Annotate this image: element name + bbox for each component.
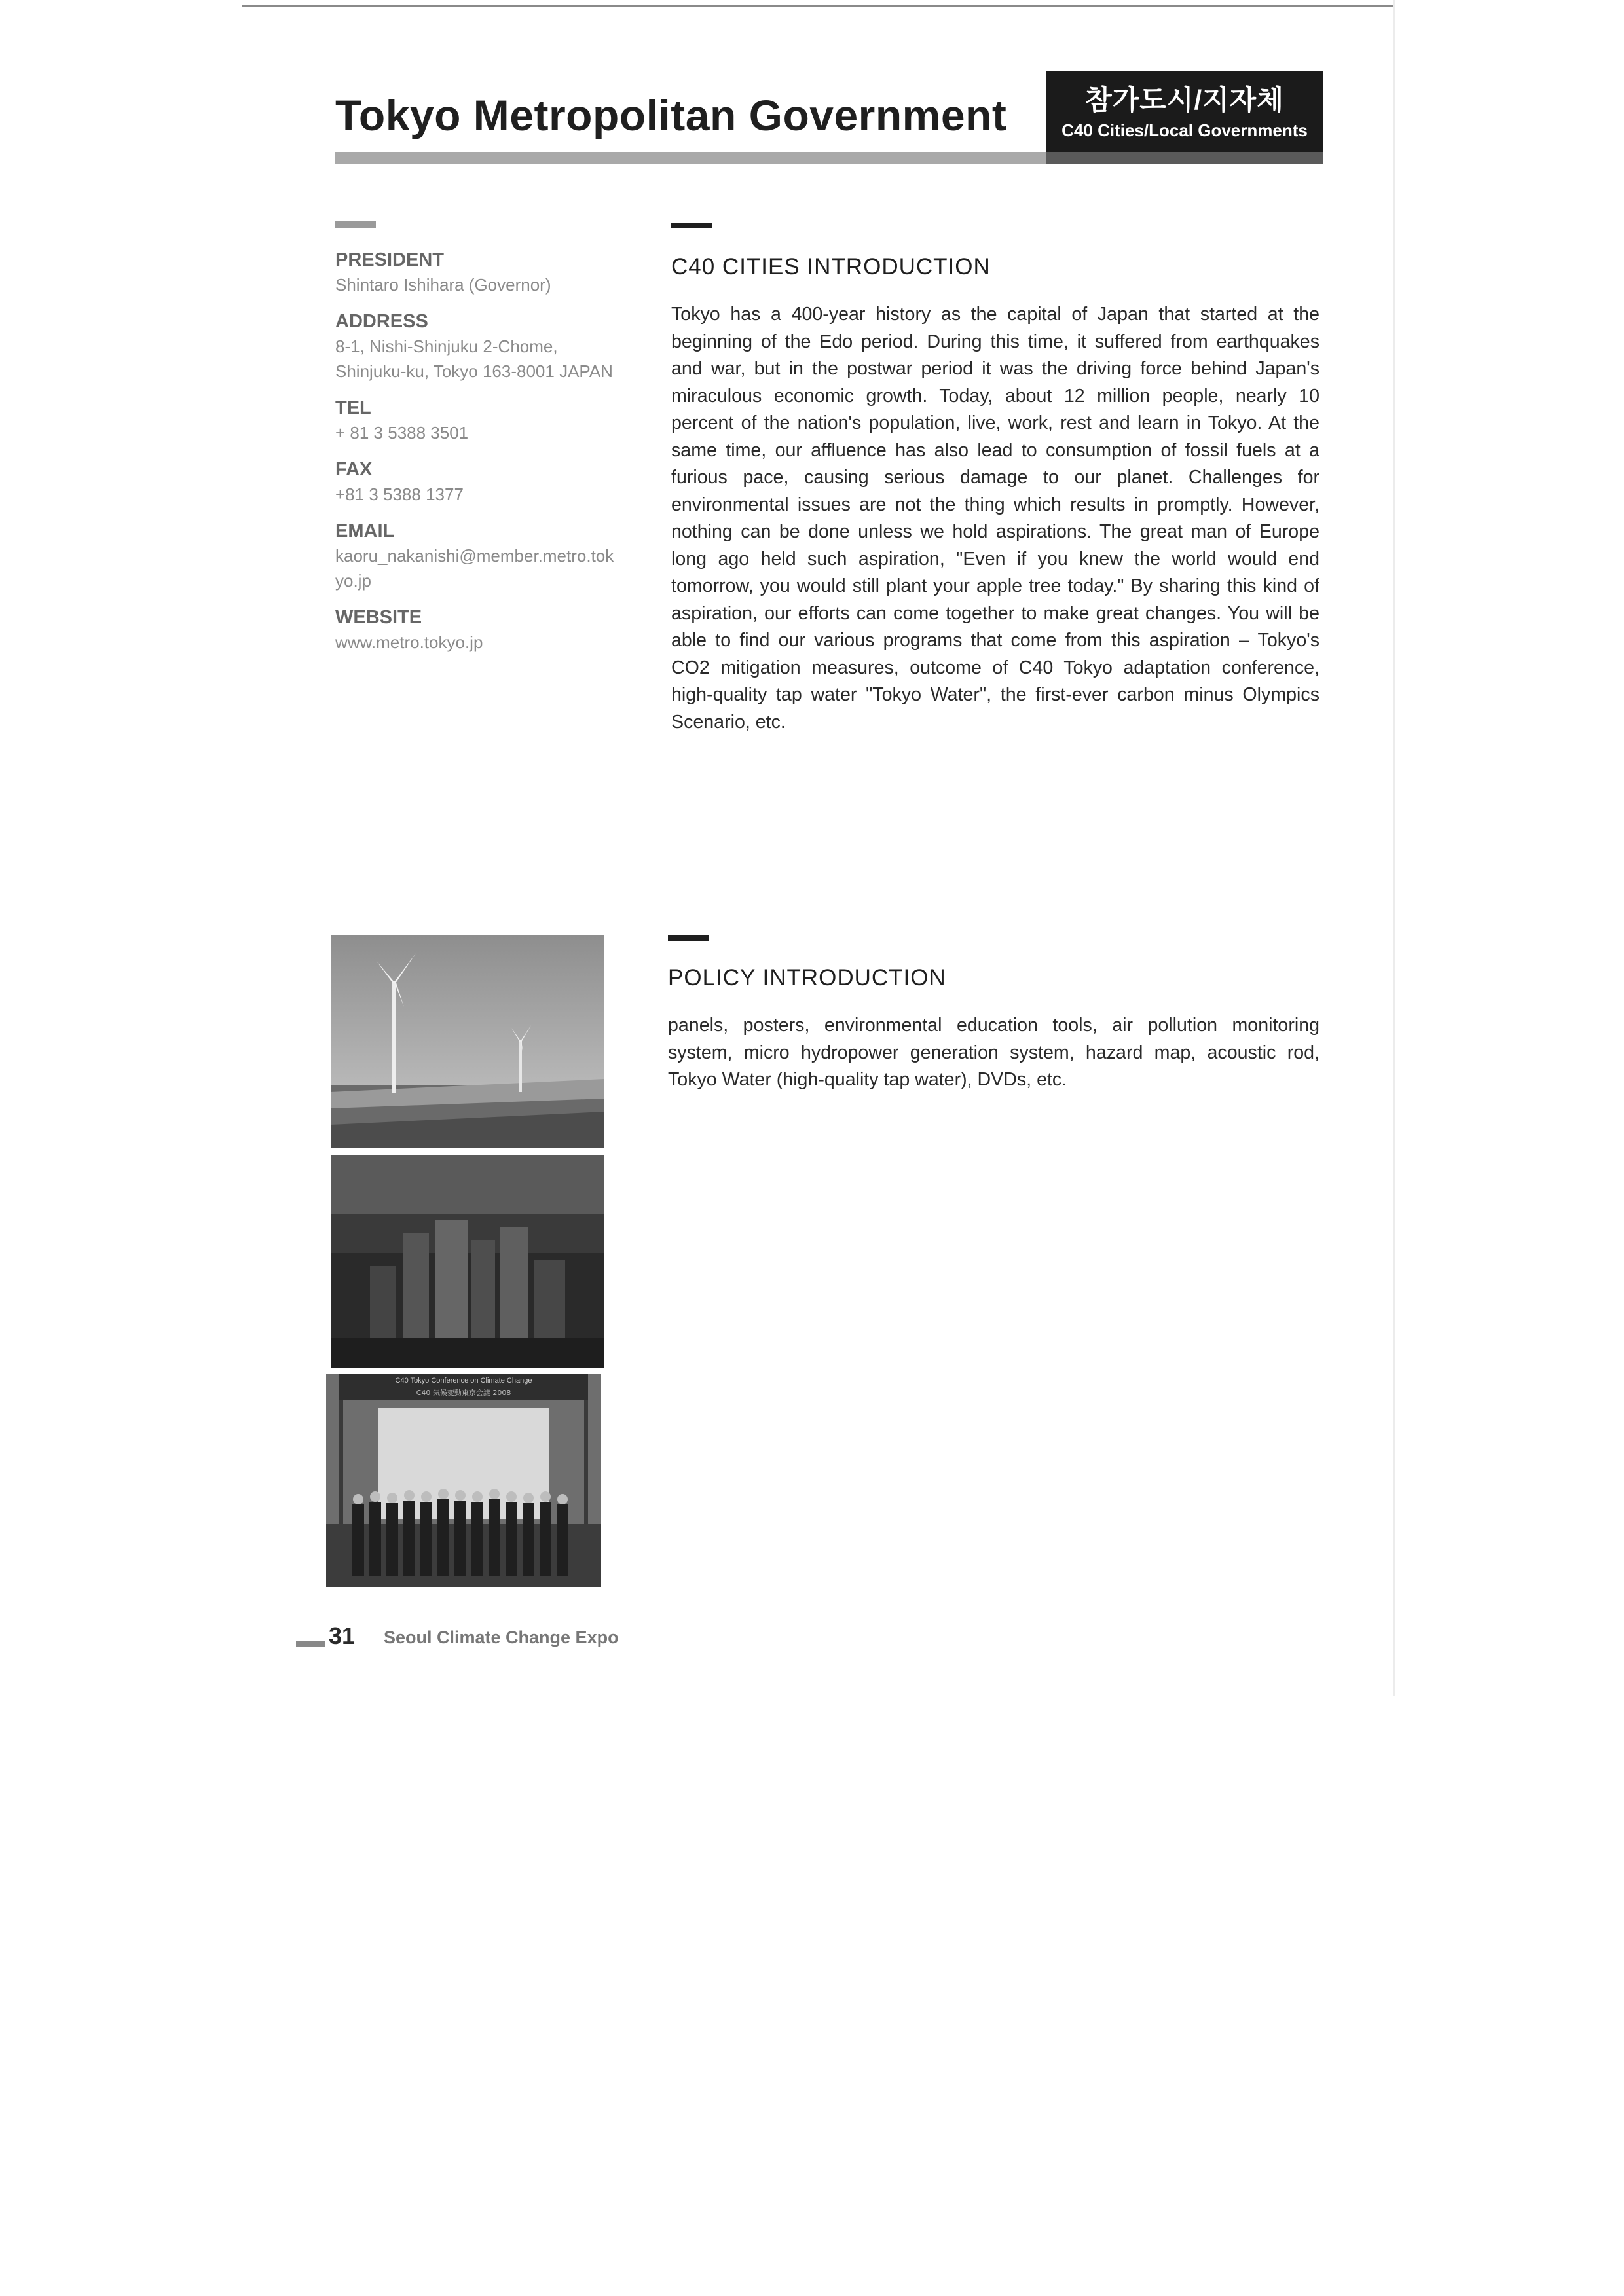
banner-line-2: C40 気候変動東京会議 2008 xyxy=(416,1389,511,1397)
tel-value: + 81 3 5388 3501 xyxy=(335,423,469,443)
scan-border-right xyxy=(1393,0,1395,1696)
category-english: C40 Cities/Local Governments xyxy=(1061,120,1308,140)
publication-name: Seoul Climate Change Expo xyxy=(384,1628,619,1647)
policy-intro-heading: POLICY INTRODUCTION xyxy=(668,965,946,991)
title-underline-accent xyxy=(1046,152,1323,164)
president-label: PRESIDENT xyxy=(335,249,444,270)
city-skyline-photo xyxy=(331,1155,604,1368)
address-label: ADDRESS xyxy=(335,311,428,332)
footer-dash xyxy=(296,1641,325,1647)
c40-section-marker xyxy=(671,223,712,228)
fax-value: +81 3 5388 1377 xyxy=(335,484,464,504)
fax-label: FAX xyxy=(335,459,373,480)
address-value: 8-1, Nishi-Shinjuku 2-Chome, Shinjuku-ku, Tokyo 163-8001 JAPAN xyxy=(335,337,613,381)
banner-line-1: C40 Tokyo Conference on Climate Change xyxy=(395,1377,532,1385)
c40-intro-heading: C40 CITIES INTRODUCTION xyxy=(671,254,991,280)
policy-intro-body: panels, posters, environmental education tools, air pollution monitoring system, micro hydropower generation system, hazard map, acoustic rod, Tokyo Water (high-quality tap water), DVDs, etc. xyxy=(668,1015,1320,1090)
c40-intro-body: Tokyo has a 400-year history as the capital of Japan that started at the beginning of the Edo period. During this time, it suffered from earthquakes and war, but in the postwar period it was the driving force behind Japan's miraculous economic growth. Today, about 12 million people, nearly 10 percent of the nation's population, live, work, rest and learn in Tokyo. At the same time, our affluence has also lead to consumption of fossil fuels at a furious pace, causing serious damage to our planet. Challenges for environmental issues are not the thing which results in promptly. However, nothing can be done unless we hold aspirations. The great man of Europe long ago held such aspiration, "Even if you knew the world would end tomorrow, you would still plant your apple tree today." By sharing this kind of aspiration, our efforts can come together to make great changes. You will be able to find our various programs that come from this aspiration – Tokyo's CO2 mitigation measures, outcome of C40 Tokyo adaptation conference, high-quality tap water "Tokyo Water", the first-ever carbon minus Olympics Scenario, etc. xyxy=(671,304,1320,733)
wind-turbine-photo xyxy=(331,935,604,1148)
policy-section-marker xyxy=(668,935,709,941)
page-number: 31 xyxy=(329,1622,356,1649)
sidebar-marker xyxy=(335,221,376,228)
email-value: kaoru_nakanishi@member.metro.tokyo.jp xyxy=(335,546,614,591)
contact-info xyxy=(335,247,617,666)
category-korean: 참가도시/지자체 xyxy=(1085,84,1284,115)
tel-label: TEL xyxy=(335,397,371,418)
email-label: EMAIL xyxy=(335,520,395,541)
page-title: Tokyo Metropolitan Government xyxy=(335,91,1007,139)
website-label: WEBSITE xyxy=(335,607,422,628)
president-value: Shintaro Ishihara (Governor) xyxy=(335,275,551,295)
conference-group-photo xyxy=(326,1374,601,1587)
category-badge xyxy=(1046,71,1323,152)
scan-border-top xyxy=(242,5,1395,7)
website-value: www.metro.tokyo.jp xyxy=(335,632,483,652)
